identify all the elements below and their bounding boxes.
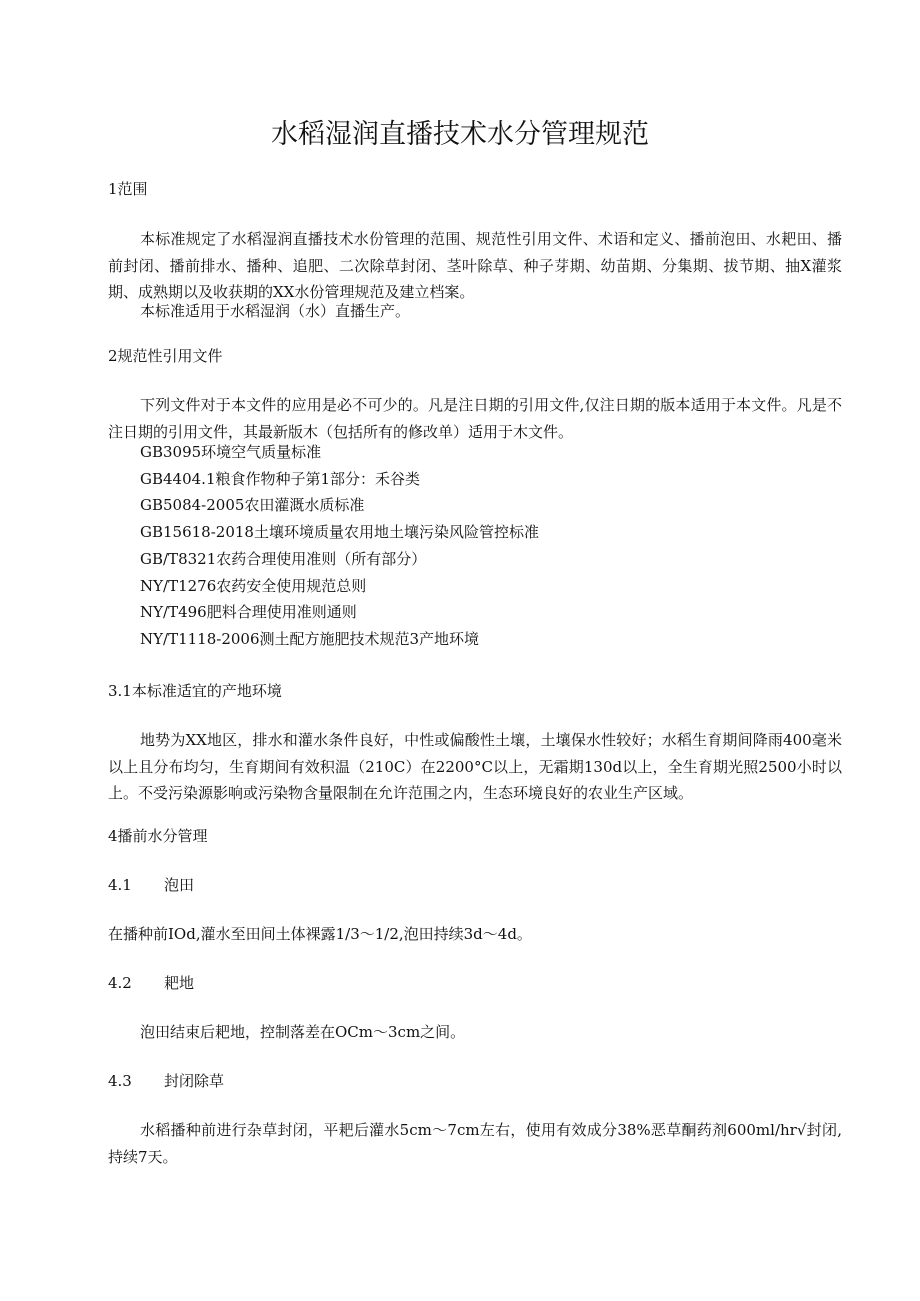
- reference-item: NY/T496肥料合理使用准则通则: [140, 603, 357, 621]
- reference-item: GB/T8321农药合理使用准则（所有部分）: [140, 550, 427, 568]
- section-3-1-paragraph: 地势为XX地区，排水和灌水条件良好，中性或偏酸性土壤，土壤保水性较好；水稻生育期间降雨400毫米以上且分布均匀，生育期间有效积温（210C）在2200°C以上，无霜期130d以上，全生育期光照2500小时以上。不受污染源影响或污染物含量限制在允许范围之内，生态环境良好的农业生产区域。: [108, 731, 842, 802]
- reference-item: GB3095环境空气质量标准: [140, 443, 322, 461]
- section-1-heading: 1范围: [108, 180, 148, 198]
- subsection-4-1-heading: [108, 872, 848, 898]
- reference-item: GB5084-2005农田灌溉水质标准: [140, 496, 365, 514]
- subsection-4-3-heading: [108, 1068, 848, 1094]
- section-3-1-heading: 3.1本标准适宜的产地环境: [108, 682, 282, 700]
- reference-item: NY/T1276农药安全使用规范总则: [140, 577, 367, 595]
- subsection-4-1-text: 在播种前IOd,灌水至田间土体裸露1/3～1/2,泡田持续3d～4d。: [108, 925, 532, 943]
- reference-item: GB4404.1粮食作物种子第1部分：禾谷类: [140, 470, 421, 488]
- subsection-4-2-text: 泡田结束后耙地，控制落差在OCm～3cm之间。: [140, 1023, 466, 1041]
- reference-item: GB15618-2018土壤环境质量农用地土壤污染风险管控标准: [140, 523, 539, 541]
- section-1-paragraph-1: 本标准规定了水稻湿润直播技术水份管理的范围、规范性引用文件、术语和定义、播前泡田、水耙田、播前封闭、播前排水、播种、追肥、二次除草封闭、茎叶除草、种子芽期、幼苗期、分集期、拔节期、抽X灌浆期、成熟期以及收获期的XX水份管理规范及建立档案。: [108, 230, 842, 301]
- subsection-label: 封闭除草: [164, 1072, 225, 1090]
- section-2-heading: 2规范性引用文件: [108, 347, 223, 365]
- subsection-number: 4.1: [108, 876, 132, 894]
- section-1-paragraph-2: 本标准适用于水稻湿润（水）直播生产。: [140, 302, 411, 320]
- subsection-4-3-text: 水稻播种前进行杂草封闭，平耙后灌水5cm～7cm左右，使用有效成分38%恶草酮药剂600ml∕hr√封闭,持续7天。: [108, 1121, 842, 1166]
- subsection-4-2-heading: [108, 970, 848, 996]
- subsection-number: 4.2: [108, 974, 132, 992]
- section-2-paragraph-1: 下列文件对于本文件的应用是必不可少的。凡是注日期的引用文件,仅注日期的版本适用于本文件。凡是不注日期的引用文件，其最新版木（包括所有的修改单）适用于木文件。: [108, 396, 842, 441]
- reference-item: NY/T1118-2006测土配方施肥技术规范3产地环境: [140, 630, 480, 648]
- subsection-label: 泡田: [164, 876, 195, 894]
- subsection-number: 4.3: [108, 1072, 132, 1090]
- subsection-label: 耙地: [164, 974, 195, 992]
- section-4-heading: 4播前水分管理: [108, 827, 208, 845]
- document-title: 水稻湿润直播技术水分管理规范: [271, 119, 649, 150]
